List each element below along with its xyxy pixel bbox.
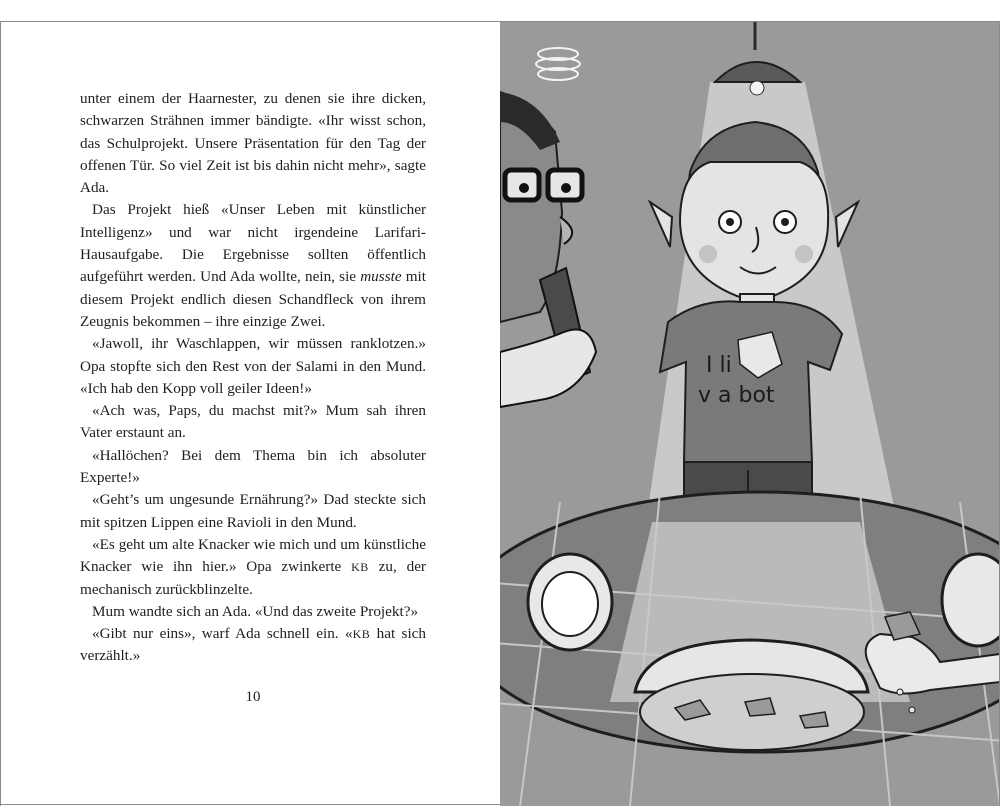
paragraph: Das Projekt hieß «Unser Leben mit künstlicher Intelligenz» und war nicht irgendeine Larifari-Hausaufgabe. Die Ergebnisse sollten öffentlich aufgeführt werden. Und Ada wollte, nein, sie musste mit diesem Projekt endlich diesen Schandfleck von ihrem Zeugnis bekommen – ihre einzige Zwei. <box>80 201 426 330</box>
book-spread <box>0 21 1000 805</box>
plate-right <box>942 554 1000 646</box>
paragraph: «Geht’s um ungesunde Ernährung?» Dad steckte sich mit spitzen Lippen eine Ravioli in den Mund. <box>80 491 426 531</box>
paragraph: «Hallöchen? Bei dem Thema bin ich absoluter Experte!» <box>80 446 426 487</box>
illustration-svg <box>500 22 1000 806</box>
paragraph: «Es geht um alte Knacker wie mich und um künstliche Knacker wie ihn hier.» Opa zwinkerte KB zu, der mechanisch zurückblinzelte. <box>80 535 426 598</box>
paragraph: «Gibt nur eins», warf Ada schnell ein. «KB hat sich verzählt.» <box>80 625 426 665</box>
ravioli <box>745 698 775 716</box>
text-page <box>0 22 500 806</box>
illustration <box>500 22 1000 806</box>
small-caps-name: KB <box>352 627 371 642</box>
tshirt-text-line1: I li <box>706 353 732 378</box>
small-caps-name: KB <box>351 560 369 575</box>
paragraph: «Ach was, Paps, du machst mit?» Mum sah ihren Vater erstaunt an. <box>80 402 426 442</box>
page-number: 10 <box>245 689 261 705</box>
paragraph: Mum wandte sich an Ada. «Und das zweite Projekt?» <box>92 602 419 620</box>
body-text <box>80 88 426 668</box>
tshirt-text-line2: v a bot <box>698 383 775 408</box>
lamp-bulb <box>750 81 764 95</box>
emphasis: musste <box>360 268 402 286</box>
paragraph: «Jawoll, ihr Waschlappen, wir müssen ranklotzen.» Opa stopfte sich den Rest von der Salami in den Mund. «Ich hab den Kopp voll geiler Ideen!» <box>80 335 426 397</box>
paragraph: unter einem der Haarnester, zu denen sie ihre dicken, schwarzen Strähnen immer bändigte. «Ihr wisst schon, das Schulprojekt. Unsere Präsentation für den Tag der offenen Tür. So viel Zeit ist bis dahin nicht mehr», sagte Ada. <box>80 90 426 197</box>
